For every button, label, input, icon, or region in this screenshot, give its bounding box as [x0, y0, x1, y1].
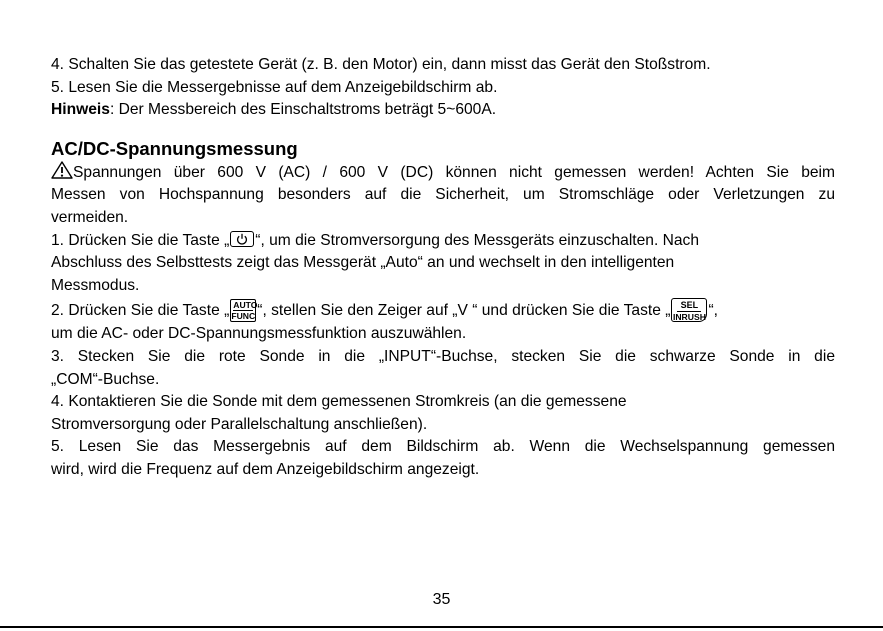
warning-triangle-icon — [51, 161, 73, 179]
step-1-post: “, um die Stromversorgung des Messgeräts einzuschalten. Nach — [255, 231, 700, 249]
warning-text-1: Spannungen über 600 V (AC) / 600 V (DC) können nicht gemessen werden! Achten Sie beim — [73, 163, 835, 181]
page-content — [51, 54, 835, 482]
step-2-pre: 2. Drücken Sie die Taste „ — [51, 302, 230, 320]
step-5-line-1: 5. Lesen Sie das Messergebnis auf dem Bildschirm ab. Wenn die Wechselspannung gemessen — [51, 438, 835, 456]
note-label: Hinweis — [51, 101, 110, 119]
step-3-line-2: „COM“-Buchse. — [51, 370, 160, 388]
sel-inrush-key-top: SEL — [677, 301, 701, 312]
footer-rule — [0, 626, 883, 628]
intro-note — [51, 99, 835, 122]
power-icon — [235, 233, 249, 245]
step-1-line-2: Abschluss des Selbsttests zeigt das Messgerät „Auto“ an und wechselt in den intelligenten — [51, 254, 675, 272]
intro-step-5: 5. Lesen Sie die Messergebnisse auf dem Anzeigebildschirm ab. — [51, 78, 498, 96]
note-text: : Der Messbereich des Einschaltstroms beträgt 5~600A. — [109, 101, 497, 119]
warning-line-1 — [51, 161, 835, 185]
power-key — [230, 231, 254, 247]
step-2-post: “, — [708, 302, 718, 320]
step-2-line-1 — [51, 299, 835, 323]
step-2-line-2: um die AC- oder DC-Spannungsmessfunktion auszuwählen. — [51, 325, 467, 343]
auto-func-key-bottom: FUNC — [231, 311, 256, 322]
auto-func-key — [230, 299, 256, 322]
step-1-line-3: Messmodus. — [51, 276, 140, 294]
auto-func-key-top: AUTO — [233, 299, 258, 310]
sel-inrush-key — [671, 298, 707, 322]
step-5-line-2: wird, wird die Frequenz auf dem Anzeigebildschirm angezeigt. — [51, 460, 480, 478]
page-number: 35 — [432, 591, 451, 608]
intro-step-4: 4. Schalten Sie das getestete Gerät (z. B. den Motor) ein, dann misst das Gerät den Stoßstrom. — [51, 56, 711, 73]
step-4-line-2: Stromversorgung oder Parallelschaltung anschließen). — [51, 415, 428, 433]
step-1-line-1 — [51, 230, 835, 253]
warning-line-3: vermeiden. — [51, 208, 129, 226]
step-1-pre: 1. Drücken Sie die Taste „ — [51, 231, 230, 249]
warning-line-2: Messen von Hochspannung besonders auf die Sicherheit, um Stromschläge oder Verletzungen zu — [51, 186, 835, 204]
step-4-line-1: 4. Kontaktieren Sie die Sonde mit dem gemessenen Stromkreis (an die gemessene — [51, 393, 627, 411]
sel-inrush-key-bottom: INRUSH — [672, 312, 706, 323]
step-2-mid: “, stellen Sie den Zeiger auf „V “ und drücken Sie die Taste „ — [257, 302, 671, 320]
section-title: AC/DC-Spannungsmessung — [51, 137, 298, 159]
step-3-line-1: 3. Stecken Sie die rote Sonde in die „INPUT“-Buchse, stecken Sie die schwarze Sonde in die — [51, 347, 835, 365]
